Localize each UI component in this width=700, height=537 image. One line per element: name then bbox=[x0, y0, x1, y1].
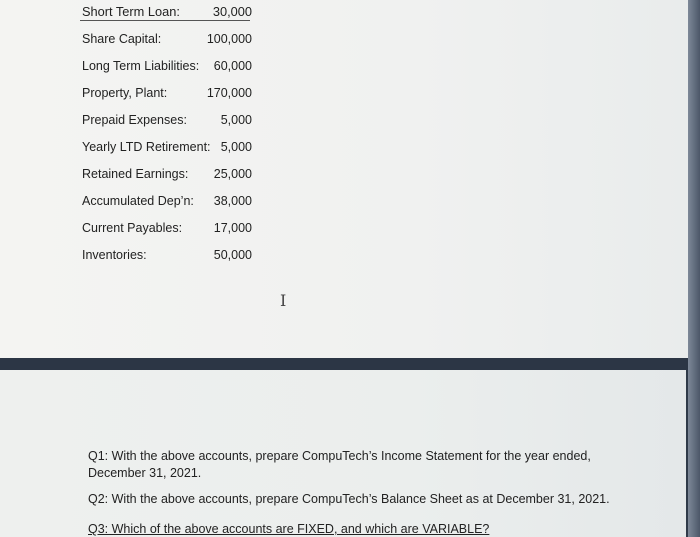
account-label: Short Term Loan: bbox=[82, 4, 180, 19]
account-value: 50,000 bbox=[213, 248, 252, 262]
account-row bbox=[82, 32, 282, 50]
account-label: Long Term Liabilities: bbox=[82, 59, 200, 73]
account-row bbox=[82, 113, 282, 131]
account-label: Share Capital: bbox=[82, 32, 162, 46]
divider bbox=[80, 20, 250, 21]
panel-gap bbox=[0, 358, 700, 370]
question-3[interactable]: Q3: Which of the above accounts are FIXED, and which are VARIABLE? bbox=[88, 522, 490, 536]
account-value: 5,000 bbox=[220, 113, 252, 127]
question-2: Q2: With the above accounts, prepare CompuTech’s Balance Sheet as at December 31, 2021. bbox=[88, 492, 610, 506]
account-value: 25,000 bbox=[213, 167, 252, 181]
account-row bbox=[82, 59, 282, 77]
account-value: 170,000 bbox=[206, 86, 252, 100]
account-label: Property, Plant: bbox=[82, 86, 168, 100]
account-label: Yearly LTD Retirement: bbox=[82, 140, 211, 154]
account-value: 30,000 bbox=[212, 4, 252, 19]
account-value: 17,000 bbox=[213, 221, 252, 235]
question-1: Q1: With the above accounts, prepare CompuTech’s Income Statement for the year ended, December 31, 2021. bbox=[88, 449, 591, 480]
account-row bbox=[82, 248, 282, 266]
account-row bbox=[82, 140, 282, 158]
account-label: Accumulated Dep’n: bbox=[82, 194, 194, 208]
account-row bbox=[82, 86, 282, 104]
account-label: Inventories: bbox=[82, 248, 147, 262]
account-label: Prepaid Expenses: bbox=[82, 113, 187, 127]
account-row bbox=[82, 221, 282, 239]
account-row bbox=[82, 167, 282, 185]
account-label: Retained Earnings: bbox=[82, 167, 189, 181]
account-value: 5,000 bbox=[220, 140, 252, 154]
account-row bbox=[82, 194, 282, 212]
text-cursor-icon: I bbox=[280, 291, 287, 310]
account-value: 100,000 bbox=[206, 32, 252, 46]
account-value: 60,000 bbox=[213, 59, 252, 73]
account-value: 38,000 bbox=[213, 194, 252, 208]
account-label: Current Payables: bbox=[82, 221, 183, 235]
screen-bezel bbox=[688, 0, 700, 537]
